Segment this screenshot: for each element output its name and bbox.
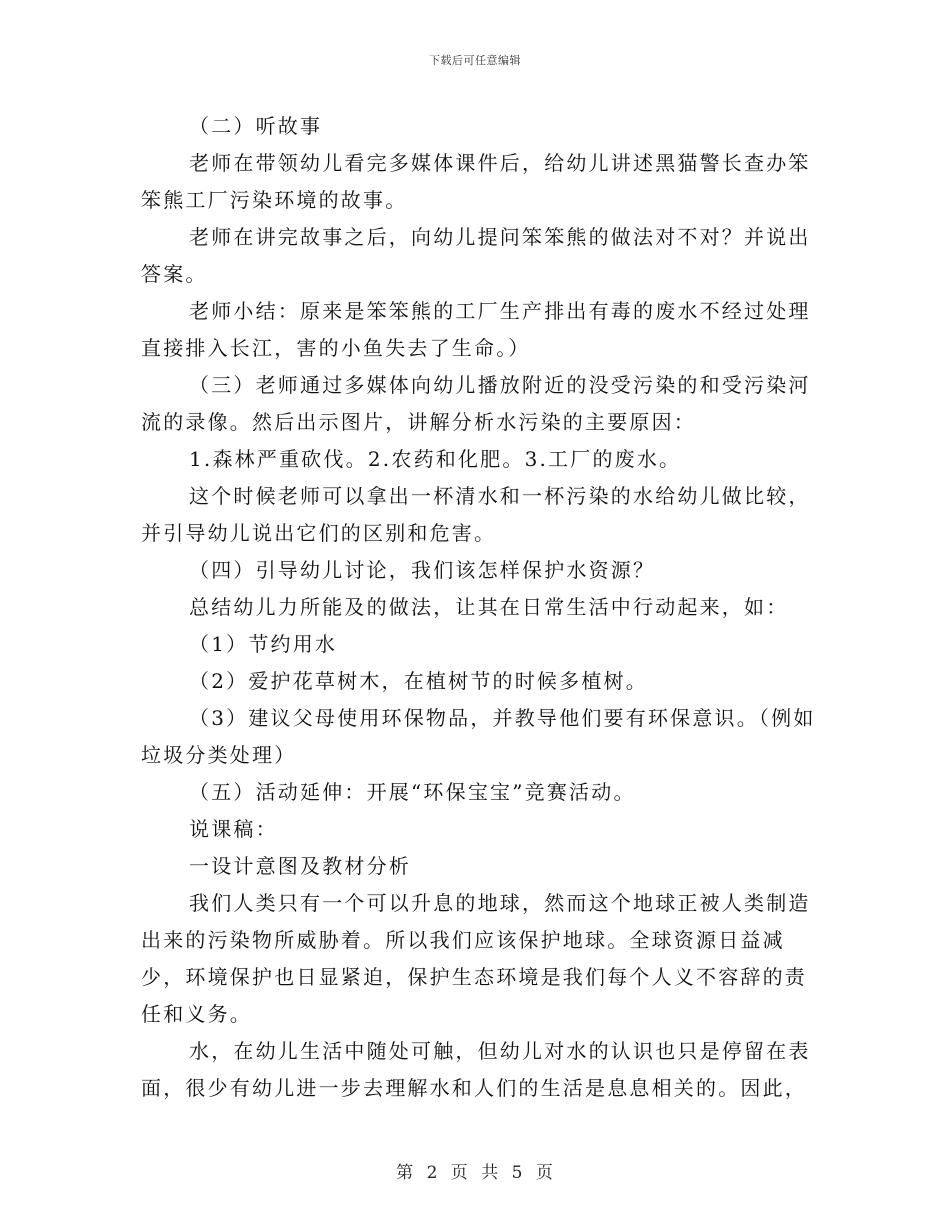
paragraph: 老师小结：原来是笨笨熊的工厂生产排出有毒的废水不经过处理直接排入长江，害的小鱼失去了生命。）	[141, 299, 811, 360]
section-heading-design-intent: 一设计意图及教材分析	[189, 854, 411, 878]
section-heading-lecture: 说课稿：	[189, 817, 278, 841]
section-heading-listen-story: （二）听故事	[189, 114, 323, 138]
section-heading-discussion: （四）引导幼儿讨论，我们该怎样保护水资源？	[189, 558, 656, 582]
footer-total-pages: 5	[511, 1163, 524, 1183]
section-heading-extension: （五）活动延伸：开展“环保宝宝”竞赛活动。	[189, 780, 636, 804]
paragraph: 水，在幼儿生活中随处可触，但幼儿对水的认识也只是停留在表面，很少有幼儿进一步去理解水和人们的生活是息息相关的。因此，	[141, 1039, 811, 1100]
footer-page-label: 页	[450, 1163, 469, 1183]
footer-total-label: 共	[481, 1163, 500, 1183]
document-body	[141, 108, 821, 1107]
paragraph: 总结幼儿力所能及的做法，让其在日常生活中行动起来，如：	[189, 595, 789, 619]
footer-prefix: 第	[396, 1163, 415, 1183]
paragraph: （三）老师通过多媒体向幼儿播放附近的没受污染的和受污染河流的录像。然后出示图片，讲解分析水污染的主要原因：	[141, 373, 811, 434]
list-pollution-causes: 1.森林严重砍伐。2.农药和化肥。3.工厂的废水。	[189, 447, 682, 471]
page-header: 下载后可任意编辑	[429, 54, 521, 67]
list-item: （3）建议父母使用环保物品，并教导他们要有环保意识。（例如垃圾分类处理）	[141, 706, 816, 767]
list-item: （1）节约用水	[189, 632, 338, 656]
list-item: （2）爱护花草树木，在植树节的时候多植树。	[189, 669, 648, 693]
paragraph: 我们人类只有一个可以升息的地球，然而这个地球正被人类制造出来的污染物所威胁着。所以我们应该保护地球。全球资源日益减少，环境保护也日显紧迫，保护生态环境是我们每个人义不容辞的责任和义务。	[141, 891, 811, 1026]
page-footer	[0, 1158, 950, 1183]
footer-suffix: 页	[535, 1163, 554, 1183]
paragraph: 这个时候老师可以拿出一杯清水和一杯污染的水给幼儿做比较，并引导幼儿说出它们的区别和危害。	[141, 484, 811, 545]
paragraph: 老师在带领幼儿看完多媒体课件后，给幼儿讲述黑猫警长查办笨笨熊工厂污染环境的故事。	[141, 151, 811, 212]
paragraph: 老师在讲完故事之后，向幼儿提问笨笨熊的做法对不对？并说出答案。	[141, 225, 811, 286]
footer-page-number: 2	[426, 1163, 439, 1183]
